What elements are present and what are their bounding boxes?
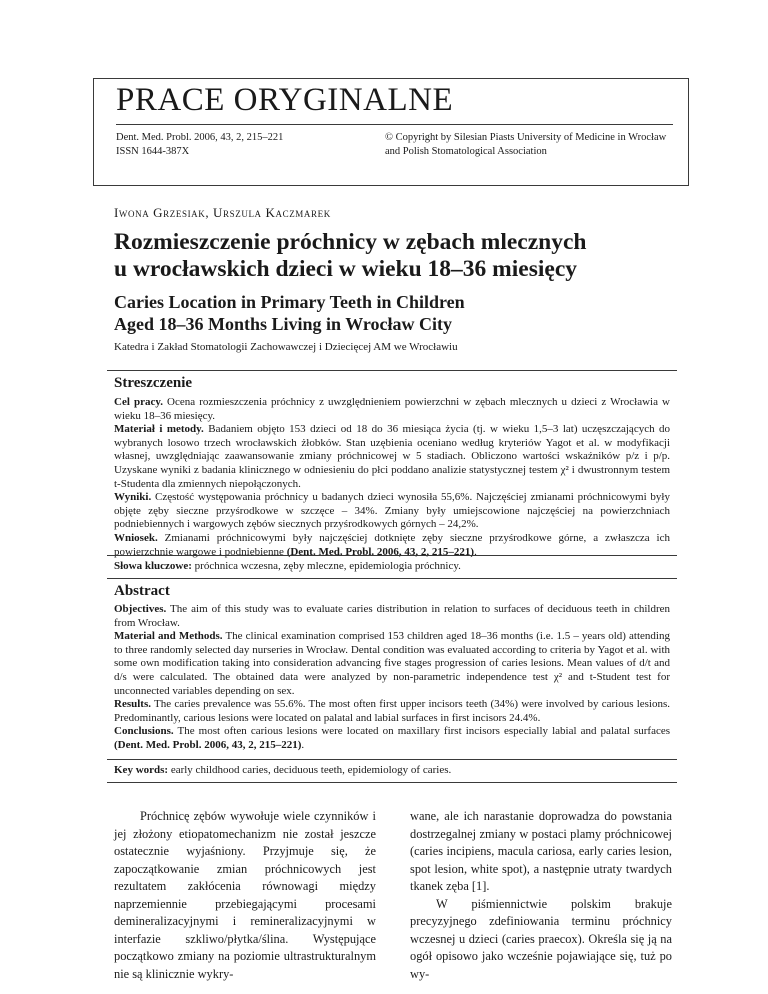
body-paragraph: Próchnicę zębów wywołuje wiele czynników i jej złożony etiopatomechanizm nie został jeszcze ostatecznie wyjaśniony. Przyjmuje się, że zapoczątkowanie zmian próchnicowych jest rezultatem zakłócenia równowagi między naprzemiennie przebiegającymi procesami demineralizacyjnymi i remineralizacyjnymi w interfazie szkliwo/płytka/ślina. Występujące początkowo zmiany na poziomie ultrastrukturalnym nie są klinicznie wykry-	[114, 809, 376, 981]
streszczenie-results: Wyniki. Częstość występowania próchnicy u badanych dzieci wynosiła 55,6%. Najczęściej zmianami próchnicowymi były objęte zęby sieczne przyśrodkowe w szczęce – 34%. Zmiany były umiejscowione najczęściej na powierzchniach podniebiennych i wargowych zębów siecznych przyśrodkowych górnych – 24,2%.	[114, 491, 670, 531]
streszczenie-conclusion: Wniosek. Zmianami próchnicowymi były najczęściej dotknięte zęby sieczne przyśrodkowe górne, a zwłaszcza ich powierzchnie wargowe i podniebienne (Dent. Med. Probl. 2006, 43, 2, 215–221).	[114, 531, 670, 558]
header-divider	[116, 124, 673, 125]
body-paragraph: wane, ale ich narastanie doprowadza do powstania dostrzegalnej zmiany w postaci plamy próchnicowej (caries incipiens, macula cariosa, early caries lesion, spot lesion, white spot), a następnie utraty twardych tkanek zęba [1].	[410, 809, 672, 893]
citation-line: Dent. Med. Probl. 2006, 43, 2, 215–221	[116, 132, 284, 143]
copyright-line: © Copyright by Silesian Piasts University of Medicine in Wrocław	[385, 132, 667, 143]
title-polish-line-2: u wrocławskich dzieci w wieku 18–36 miesięcy	[114, 256, 578, 282]
abstract-keywords: Key words: early childhood caries, deciduous teeth, epidemiology of caries.	[114, 764, 452, 776]
abstract-results: Results. The caries prevalence was 55.6%. The most often first upper incisors teeth (34%) were involved by carious lesions. Predominantly, carious lesions were located on palatal and labial surfaces in first incisors 24.4%.	[114, 698, 670, 724]
streszczenie-top-rule	[107, 370, 677, 371]
title-english	[114, 291, 714, 335]
streszczenie-keywords: Słowa kluczowe: próchnica wczesna, zęby mleczne, epidemiologia próchnicy.	[114, 560, 461, 572]
title-polish	[114, 229, 714, 283]
title-english-line-2: Aged 18–36 Months Living in Wrocław City	[114, 314, 453, 334]
body-column-left	[114, 808, 376, 983]
abstract-bottom-rule	[107, 782, 677, 783]
section-type-title: PRACE ORYGINALNE	[116, 82, 454, 118]
issn-line: ISSN 1644-387X	[116, 146, 190, 157]
affiliation: Katedra i Zakład Stomatologii Zachowawczej i Dziecięcej AM we Wrocławiu	[114, 341, 458, 353]
streszczenie-body	[114, 396, 670, 559]
title-english-line-1: Caries Location in Primary Teeth in Children	[114, 292, 465, 312]
streszczenie-heading: Streszczenie	[114, 375, 193, 391]
streszczenie-objective: Cel pracy. Ocena rozmieszczenia próchnicy z uwzględnieniem powierzchni w zębach mlecznych u dzieci z Wrocławia w wieku 18–36 miesięcy.	[114, 396, 670, 422]
abstract-objectives: Objectives. The aim of this study was to evaluate caries distribution in relation to surfaces of deciduous teeth in children from Wrocław.	[114, 603, 670, 629]
abstract-top-rule	[107, 578, 677, 579]
abstract-body	[114, 603, 670, 753]
title-polish-line-1: Rozmieszczenie próchnicy w zębach mlecznych	[114, 229, 587, 255]
streszczenie-keywords-rule	[107, 555, 677, 556]
abstract-conclusions: Conclusions. The most often carious lesions were located on maxillary first incisors especially labial and palatal surfaces (Dent. Med. Probl. 2006, 43, 2, 215–221).	[114, 725, 670, 751]
streszczenie-methods: Materiał i metody. Badaniem objęto 153 dzieci od 18 do 36 miesiąca życia (tj. w wieku 1,5–3 lat) uczęszczających do wybranych losowo trzech wrocławskich żłobków. Stan uzębienia oceniano według kryteriów Yagot et al. w modyfikacji własnej, uwzględniając zaawansowanie zmiany próchnicowej w 5 stadiach. Obliczono wartości wskaźników p/z i p/p. Uzyskane wyniki z badania klinicznego w odniesieniu do płci poddano analizie statystycznej testem χ² i dwustronnym testem t-Studenta dla zmiennych niepołączonych.	[114, 423, 671, 490]
citation-block	[116, 131, 283, 159]
body-paragraph: W piśmiennictwie polskim brakuje precyzyjnego zdefiniowania terminu próchnicy wczesnej u dzieci (caries praecox). Określa się ją na ogół opisowo jako wcześnie pojawiające się, tuż po wy-	[410, 896, 672, 981]
abstract-methods: Material and Methods. The clinical examination comprised 153 children aged 18–36 months (i.e. 1.5 – years old) attending to three randomly selected day nurseries in Wrocław. Dental condition was evaluated according to criteria by Yagot et al. with some own modification taking into consideration advancing five stages progression of caries lesions. Mean values of d/t and d/s were calculated. The obtained data were analyzed by non-parametric independence test χ² and t-Student test for unconnected variables depending on sex.	[114, 630, 670, 697]
body-column-right	[410, 808, 672, 983]
copyright-line-2: and Polish Stomatological Association	[385, 146, 547, 157]
copyright-block	[385, 131, 666, 159]
abstract-heading: Abstract	[114, 583, 170, 599]
abstract-keywords-rule	[107, 759, 677, 760]
authors: Iwona Grzesiak, Urszula Kaczmarek	[114, 205, 331, 220]
